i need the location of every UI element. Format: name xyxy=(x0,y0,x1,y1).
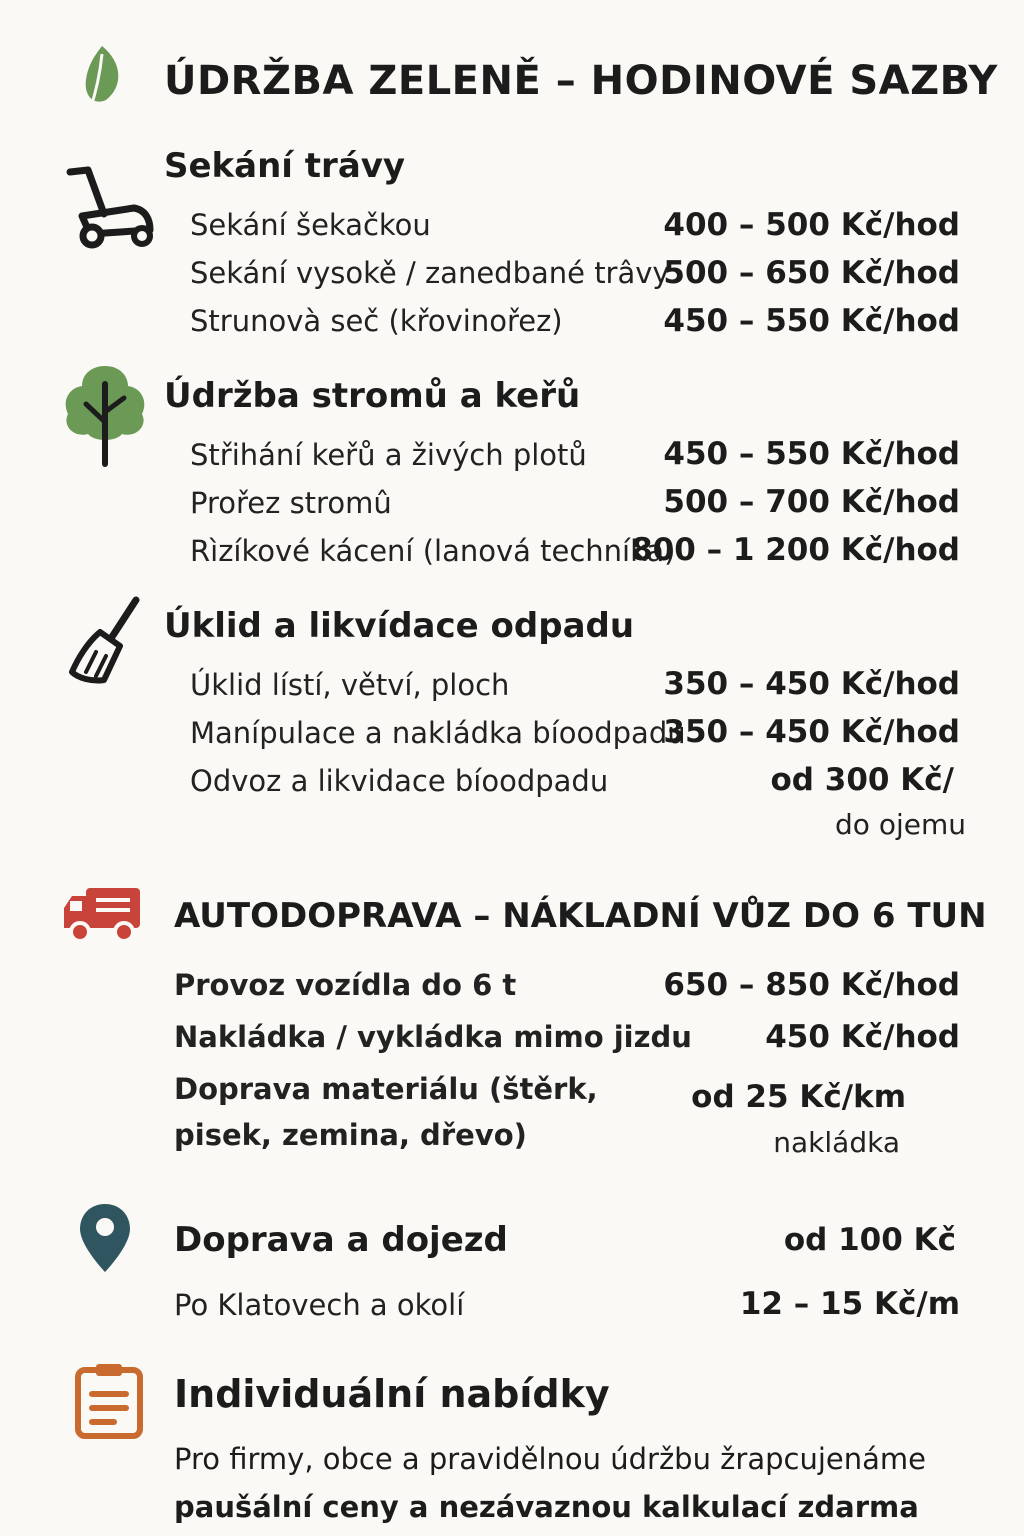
cleanup-row-3-note: do ojemu xyxy=(835,808,966,841)
cleanup-row-3-price: od 300 Kč/ xyxy=(770,762,954,798)
cleanup-row-2-label: Manípulace a nakládka bíoodpadu xyxy=(190,716,686,750)
section-title-transport: AUTODOPRAVA – NÁKLADNÍ VŮZ DO 6 TUN xyxy=(174,896,987,936)
trees-row-1-label: Střihání keřů a živých plotů xyxy=(190,438,587,472)
mowing-row-3-label: Strunovà seč (křovinořez) xyxy=(190,304,563,338)
mowing-row-2-label: Sekání vysokě / zanedbané trâvy xyxy=(190,256,670,290)
clipboard-icon xyxy=(74,1362,144,1440)
cleanup-row-1-label: Úklid lístí, větví, ploch xyxy=(190,668,510,702)
section-title-offers: Individuální nabídky xyxy=(174,1372,610,1416)
broom-icon xyxy=(66,596,140,688)
trees-row-1-price: 450 – 550 Kč/hod xyxy=(663,436,960,472)
truck-icon xyxy=(62,886,142,946)
section-title-trees: Údržba stromů a keřů xyxy=(164,376,581,416)
mowing-row-3-price: 450 – 550 Kč/hod xyxy=(663,303,960,339)
offers-text-line1: Pro firmy, obce a pravidělnou údržbu žrapcujenáme xyxy=(174,1442,926,1476)
transport-row-3-price: od 25 Kč/km xyxy=(691,1079,906,1115)
mowing-row-1-price: 400 – 500 Kč/hod xyxy=(663,207,960,243)
trees-row-2-price: 500 – 700 Kč/hod xyxy=(663,484,960,520)
section-title-mowing: Sekání trávy xyxy=(164,146,406,186)
travel-row-label: Po Klatovech a okolí xyxy=(174,1288,465,1322)
lawnmower-icon xyxy=(64,164,156,250)
transport-row-2-price: 450 Kč/hod xyxy=(765,1019,960,1055)
section-title-cleanup: Úklid a likvídace odpadu xyxy=(164,606,635,646)
trees-row-3-price: 800 – 1 200 Kč/hod xyxy=(631,532,960,568)
transport-row-3-label-line1: Doprava materiálu (štěrk, xyxy=(174,1072,598,1106)
travel-title-price: od 100 Kč xyxy=(783,1222,956,1258)
trees-row-3-label: Rìzíkové kácení (lanová techníka) xyxy=(190,534,676,568)
transport-row-3-note: nakládka xyxy=(773,1126,900,1159)
transport-row-2-label: Nakládka / vykládka mimo jizdu xyxy=(174,1020,692,1054)
transport-row-1-price: 650 – 850 Kč/hod xyxy=(663,967,960,1003)
offers-text-line2: paušální ceny a nezávaznou kalkulací zdarma xyxy=(174,1490,919,1524)
mowing-row-2-price: 500 – 650 Kč/hod xyxy=(663,255,960,291)
trees-row-2-label: Prořez stromû xyxy=(190,486,392,520)
travel-row-price: 12 – 15 Kč/m xyxy=(739,1286,960,1322)
mowing-row-1-label: Sekání šekačkou xyxy=(190,208,431,242)
section-title-travel: Doprava a dojezd xyxy=(174,1220,508,1260)
leaf-icon xyxy=(78,44,126,112)
map-pin-icon xyxy=(78,1202,132,1274)
transport-row-1-label: Provoz vozídla do 6 t xyxy=(174,968,517,1002)
tree-icon xyxy=(62,362,148,468)
transport-row-3-label-line2: pisek, zemina, dřevo) xyxy=(174,1118,527,1152)
cleanup-row-1-price: 350 – 450 Kč/hod xyxy=(663,666,960,702)
page-title: ÚDRŽBA ZELENĚ – HODINOVÉ SAZBY xyxy=(164,58,998,104)
cleanup-row-3-label: Odvoz a likvidace bíoodpadu xyxy=(190,764,609,798)
cleanup-row-2-price: 350 – 450 Kč/hod xyxy=(663,714,960,750)
